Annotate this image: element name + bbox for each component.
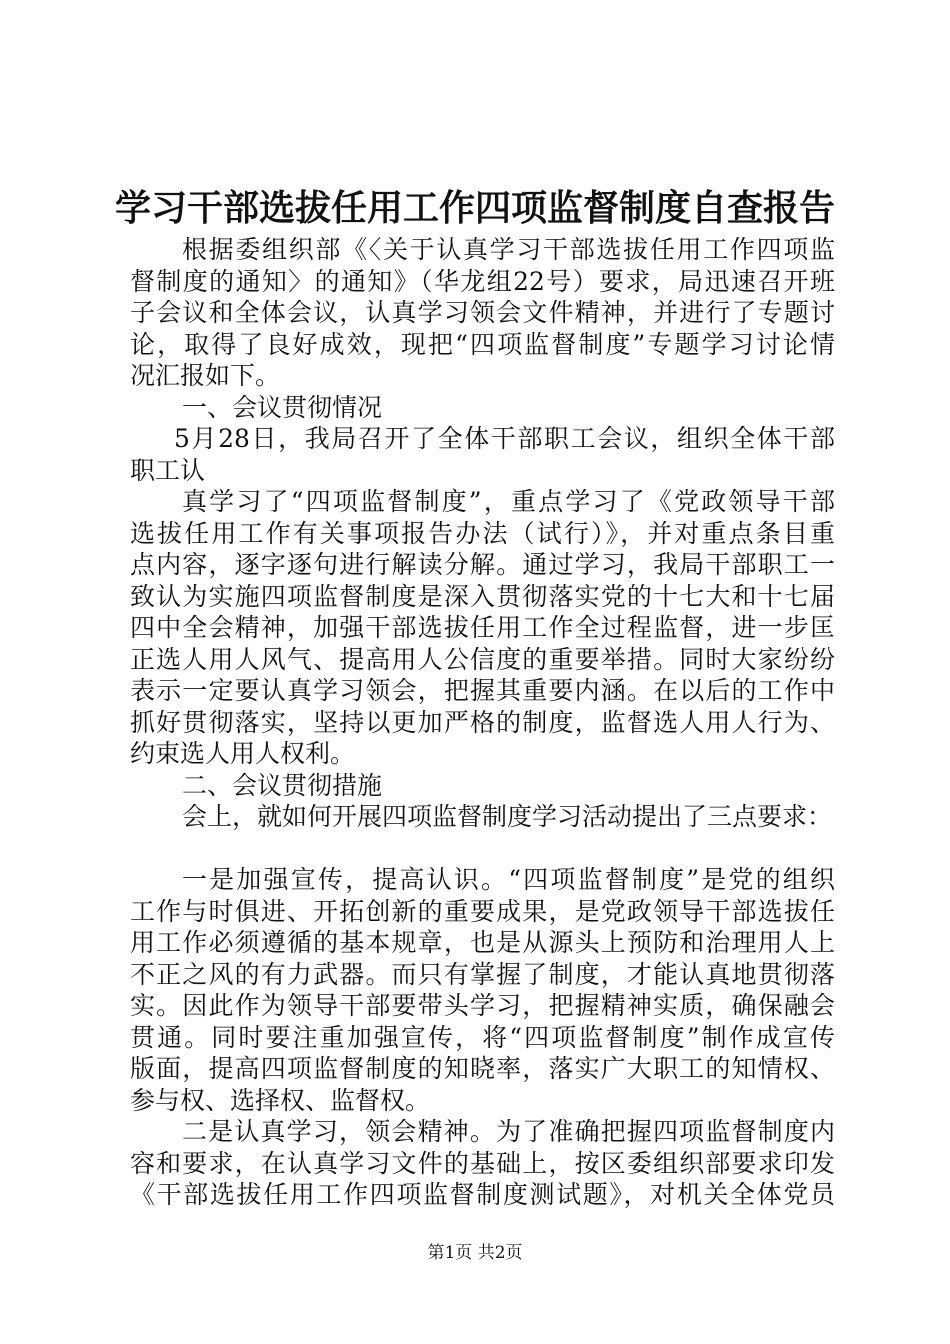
text-line: 表示一定要认真学习领会，把握其重要内涵。在以后的工作中 bbox=[130, 676, 835, 705]
text-line: 容和要求，在认真学习文件的基础上，按区委组织部要求印发 bbox=[130, 1148, 835, 1178]
text-line: 工作与时俱进、开拓创新的重要成果，是党政领导干部选拔任 bbox=[130, 896, 835, 926]
text-line: 督制度的通知〉的通知》（华龙组22号）要求，局迅速召开班 bbox=[130, 266, 835, 296]
text-line: 实。因此作为领导干部要带头学习，把握精神实质，确保融会 bbox=[130, 991, 835, 1020]
text-line: 正选人用人风气、提高用人公信度的重要举措。同时大家纷纷 bbox=[130, 644, 835, 674]
text-line: 参与权、选择权、监督权。 bbox=[130, 1085, 431, 1115]
text-line: 根据委组织部《〈关于认真学习干部选拔任用工作四项监 bbox=[182, 235, 835, 264]
text-line: 贯通。同时要注重加强宣传，将“四项监督制度”制作成宣传 bbox=[130, 1022, 835, 1052]
text-line: 不正之风的有力武器。而只有掌握了制度，才能认真地贯彻落 bbox=[130, 959, 835, 989]
text-line: 抓好贯彻落实，坚持以更加严格的制度，监督选人用人行为、 bbox=[130, 707, 835, 737]
text-line: 点内容，逐字逐句进行解读分解。通过学习，我局干部职工一 bbox=[130, 550, 835, 579]
blank-line bbox=[130, 833, 835, 865]
text-line: 二、会议贯彻措施 bbox=[182, 770, 383, 800]
text-line: 论，取得了良好成效，现把“四项监督制度”专题学习讨论情 bbox=[130, 329, 835, 359]
text-line: 况汇报如下。 bbox=[130, 361, 281, 390]
text-line: 选拔任用工作有关事项报告办法（试行）》，并对重点条目重 bbox=[130, 518, 835, 548]
document-title: 学习干部选拔任用工作四项监督制度自查报告 bbox=[114, 187, 835, 229]
page-footer: 第1页 共2页 bbox=[427, 1243, 523, 1263]
text-line: 真学习了“四项监督制度”，重点学习了《党政领导干部 bbox=[182, 487, 835, 516]
text-line: 《干部选拔任用工作四项监督制度测试题》，对机关全体党员 bbox=[130, 1180, 835, 1209]
text-line: 致认为实施四项监督制度是深入贯彻落实党的十七大和十七届 bbox=[130, 581, 835, 611]
text-line: 约束选人用人权利。 bbox=[130, 739, 356, 768]
text-line: 5月28日，我局召开了全体干部职工会议，组织全体干部 bbox=[174, 424, 835, 453]
text-line: 子会议和全体会议，认真学习领会文件精神，并进行了专题讨 bbox=[130, 298, 835, 327]
text-line: 一是加强宣传，提高认识。“四项监督制度”是党的组织 bbox=[182, 865, 835, 894]
text-line: 版面，提高四项监督制度的知晓率，落实广大职工的知情权、 bbox=[130, 1054, 835, 1083]
text-line: 会上，就如何开展四项监督制度学习活动提出了三点要求： bbox=[182, 802, 833, 831]
text-line: 职工认 bbox=[130, 455, 206, 485]
text-line: 四中全会精神，加强干部选拔任用工作全过程监督，进一步匡 bbox=[130, 613, 835, 642]
text-line: 用工作必须遵循的基本规章，也是从源头上预防和治理用人上 bbox=[130, 928, 835, 957]
document-body bbox=[130, 234, 835, 1211]
text-line: 二是认真学习，领会精神。为了准确把握四项监督制度内 bbox=[182, 1117, 835, 1146]
text-line: 一、会议贯彻情况 bbox=[182, 392, 383, 422]
